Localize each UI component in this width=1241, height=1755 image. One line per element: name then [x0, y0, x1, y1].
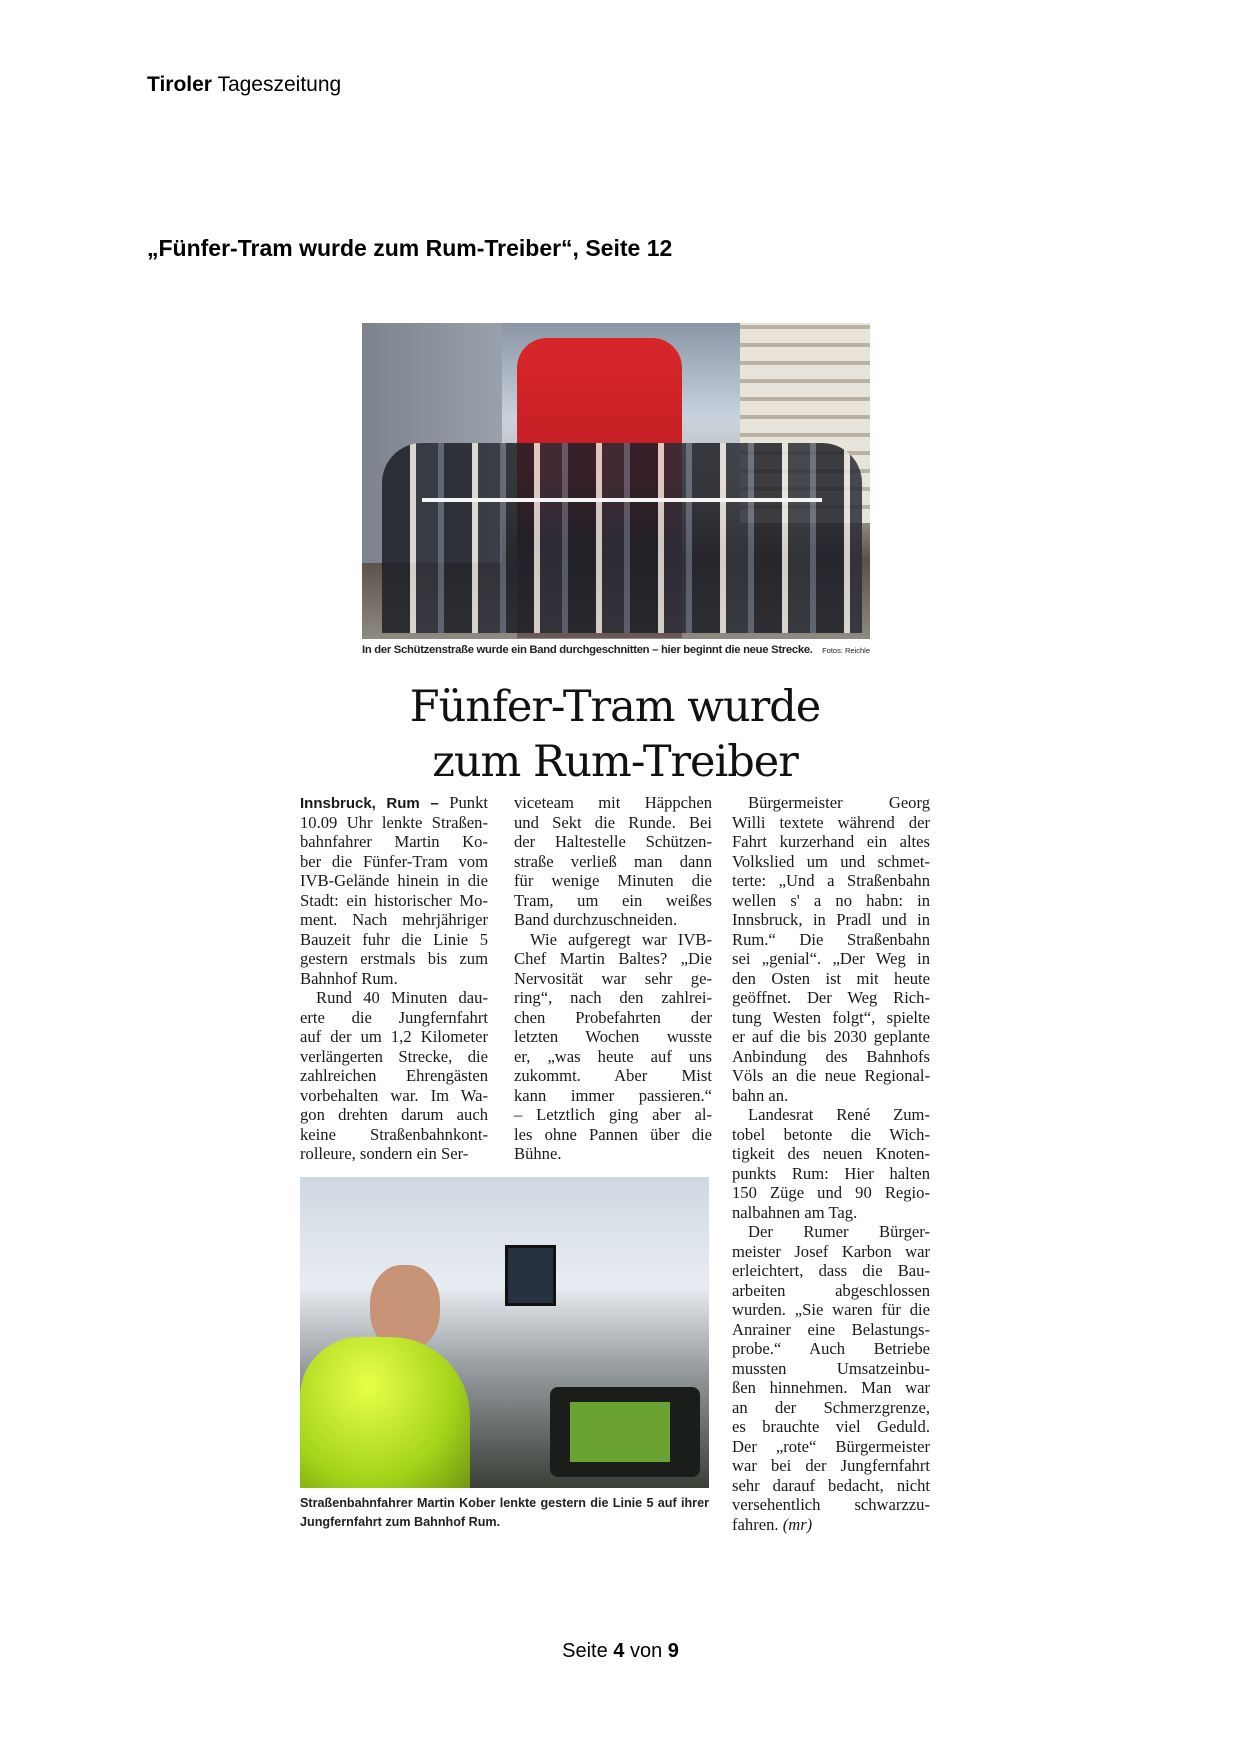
page-number: [0, 1640, 1241, 1663]
article-text-line: 150 Züge und 90 Regio-: [732, 1183, 930, 1202]
article-text-line: den Osten ist mit heute: [732, 968, 930, 988]
article-text-line: terte: „Und a Straßenbahn: [732, 871, 930, 890]
article-text-line: erte die Jungfernfahrt: [300, 1007, 488, 1027]
article-column-1: [300, 793, 488, 1164]
article-text-line: auf der um 1,2 Kilometer: [300, 1027, 488, 1046]
article-text-line: vorbehalten war. Im Wa-: [300, 1085, 488, 1105]
article-text-line: Nervosität war sehr ge-: [514, 968, 712, 988]
tram-driver-photo: [300, 1177, 709, 1488]
article-text-line: arbeiten abgeschlossen: [732, 1280, 930, 1300]
article-text-line: rolleure, sondern ein Ser-: [300, 1144, 469, 1163]
article-text-line: er auf die bis 2030 geplante: [732, 1027, 930, 1046]
article-text-line: Bühne.: [514, 1144, 562, 1163]
article-text-line: meister Josef Karbon war: [732, 1241, 930, 1261]
article-text-line: ring“, nach den zahlrei-: [514, 988, 712, 1007]
caption-text: In der Schützenstraße wurde ein Band durchgeschnitten – hier beginnt die neue Strecke.: [362, 644, 813, 656]
ribbon-cutting-photo: [362, 323, 870, 639]
article-text-line: Der Rumer Bürger-: [748, 1222, 930, 1241]
document-title: „Fünfer-Tram wurde zum Rum-Treiber“, Seite 12: [147, 235, 673, 261]
author-signature: (mr): [782, 1514, 813, 1534]
article-text-line: kann immer passieren.“: [514, 1085, 712, 1105]
article-text-line: war bei der Jungfernfahrt: [732, 1456, 930, 1475]
article-text-line: 10.09 Uhr lenkte Straßen-: [300, 812, 488, 832]
article-text-line: an der Schmerzgrenze,: [732, 1397, 930, 1417]
article-headline: [300, 680, 930, 790]
line-text: Punkt: [449, 793, 489, 812]
article-text-line: verlängerten Strecke, die: [300, 1046, 488, 1066]
total-pages: 9: [667, 1640, 679, 1662]
article-text-line: Bürgermeister Georg: [748, 793, 930, 812]
article-text-line: sehr darauf bedacht, nicht: [732, 1475, 930, 1495]
article-text-line: geöffnet. Der Weg Rich-: [732, 988, 930, 1007]
article-text-line: Willi textete während der: [732, 812, 930, 832]
article-text-line: – Letztlich ging aber al-: [514, 1105, 712, 1124]
article-text-line: zukommt. Aber Mist: [514, 1066, 712, 1085]
article-text-line: für wenige Minuten die: [514, 871, 712, 890]
article-text-line: Wie aufgeregt war IVB-: [530, 929, 712, 949]
article-text-line: wurden. „Sie waren für die: [732, 1300, 930, 1319]
headline-line: zum Rum-Treiber: [432, 737, 798, 787]
footer-middle: von: [629, 1640, 663, 1662]
article-text-line: viceteam mit Häppchen: [514, 793, 712, 812]
article-text-line: bahn an.: [732, 1085, 789, 1105]
article-text-line: ment. Nach mehrjähriger: [300, 910, 488, 929]
article-text-line: versehentlich schwarzzu-: [732, 1495, 930, 1514]
article-text-line: Anrainer eine Belastungs-: [732, 1319, 930, 1339]
article-text-line: und Sekt die Runde. Bei: [514, 812, 712, 832]
footer-prefix: Seite: [562, 1640, 608, 1662]
article-text-line: gon drehten darum auch: [300, 1105, 488, 1124]
article-text-line: erleichtert, dass die Bau-: [732, 1261, 930, 1280]
article-text-line: Band durchzuschneiden.: [514, 910, 678, 929]
brand-bold: Tiroler: [147, 73, 212, 96]
article-text-line: bahnfahrer Martin Ko-: [300, 832, 488, 851]
dateline: Innsbruck, Rum –: [300, 795, 439, 812]
article-text-line: keine Straßenbahnkont-: [300, 1124, 488, 1144]
article-text-line: tigkeit des neuen Knoten-: [732, 1144, 930, 1163]
article-text-line: Tram, um ein weißes: [514, 890, 712, 910]
article-column-3: [732, 793, 930, 1534]
article-text-line: Bauzeit fuhr die Linie 5: [300, 929, 488, 949]
article-text-line: Anbindung des Bahnhofs: [732, 1046, 930, 1066]
article-text-line: probe.“ Auch Betriebe: [732, 1339, 930, 1358]
article-text-line: Innsbruck, in Pradl und in: [732, 910, 930, 929]
article-text-line: Volkslied um und schmet-: [732, 851, 930, 871]
line-text: fahren.: [732, 1514, 779, 1534]
article-text-line: sei „genial“. „Der Weg in: [732, 949, 930, 968]
article-text-line: wellen s' a no habn: in: [732, 890, 930, 910]
article-text-line: Rum.“ Die Straßenbahn: [732, 929, 930, 949]
article-text-line: [732, 1515, 930, 1535]
article-text-line: der Haltestelle Schützen-: [514, 832, 712, 851]
current-page: 4: [613, 1640, 625, 1662]
photo-caption: Straßenbahnfahrer Martin Kober lenkte gestern die Linie 5 auf ihrer Jungfernfahrt zum Bahnhof Rum.: [300, 1496, 709, 1529]
article-text-line: nalbahnen am Tag.: [732, 1202, 858, 1222]
article-text-line: ßen hinnehmen. Man war: [732, 1378, 930, 1397]
article-text-line: es brauchte viel Geduld.: [732, 1417, 930, 1436]
article-text-line: ber die Fünfer-Tram vom: [300, 851, 488, 871]
article-text-line: straße verließ man dann: [514, 851, 712, 871]
article-text-line: Bahnhof Rum.: [300, 968, 398, 988]
article-text-line: IVB-Gelände hinein in die: [300, 871, 488, 890]
photo-caption: [362, 643, 870, 657]
article-text-line: er, „was heute auf uns: [514, 1046, 712, 1066]
article-text-line: les ohne Pannen über die: [514, 1124, 712, 1144]
article-text-line: Stadt: ein historischer Mo-: [300, 890, 488, 910]
article-text-line: tobel betonte die Wich-: [732, 1124, 930, 1144]
article-text-line: letzten Wochen wusste: [514, 1027, 712, 1046]
article-text-line: mussten Umsatzeinbu-: [732, 1358, 930, 1378]
article-text-line: zahlreichen Ehrengästen: [300, 1066, 488, 1085]
publication-name: [147, 73, 341, 97]
photo-credit: Fotos: Reichle: [822, 646, 870, 655]
article-text-line: chen Probefahrten der: [514, 1007, 712, 1027]
article-text-line: tung Westen folgt“, spielte: [732, 1007, 930, 1027]
article-text-line: Der „rote“ Bürgermeister: [732, 1436, 930, 1456]
brand-rest: Tageszeitung: [217, 73, 342, 96]
headline-line: Fünfer-Tram wurde: [409, 682, 821, 732]
article-text-line: Völs an die neue Regional-: [732, 1066, 930, 1085]
article-text-line: [300, 793, 488, 813]
article-text-line: Landesrat René Zum-: [748, 1105, 930, 1124]
article-text-line: Rund 40 Minuten dau-: [316, 988, 488, 1007]
article-text-line: Chef Martin Baltes? „Die: [514, 949, 712, 968]
article-column-2: [514, 793, 712, 1164]
article-text-line: Fahrt kurzerhand ein altes: [732, 832, 930, 851]
article-text-line: punkts Rum: Hier halten: [732, 1163, 930, 1183]
article-text-line: gestern erstmals bis zum: [300, 949, 488, 968]
